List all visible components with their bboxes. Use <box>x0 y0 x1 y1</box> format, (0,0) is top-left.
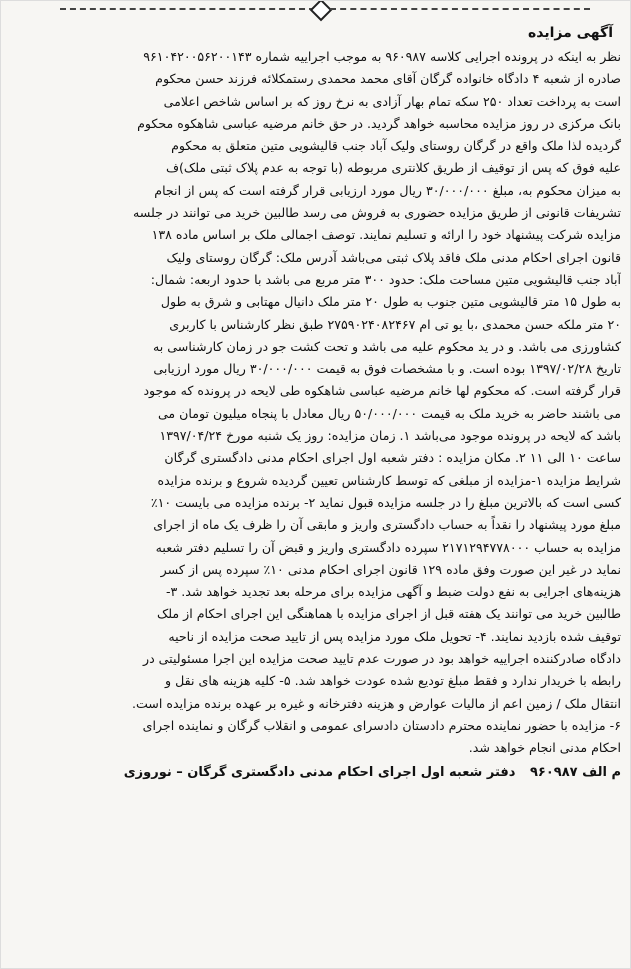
body-line: تاریخ ۱۳۹۷/۰۲/۲۸ بوده است. و با مشخصات فوق به قیمت ۳۰/۰۰۰/۰۰۰ ریال مورد ارزیابی <box>153 361 621 377</box>
body-line: ساعت ۱۰ الی ۱۱ ۲. مکان مزایده : دفتر شعبه اول اجرای احکام مدنی دادگستری گرگان <box>164 450 621 466</box>
body-line: احکام مدنی انجام خواهد شد. <box>468 740 621 756</box>
rule-left <box>60 8 315 10</box>
top-rule <box>0 0 631 14</box>
body-line: قرار گرفته است. که محکوم لها خانم مرضیه عباسی شاهکوه طی لایحه در پرونده که موجود <box>143 383 621 399</box>
body-line: مبلغ مورد پیشنهاد را نقداً به حساب دادگستری واریز و مابقی آن را ظرف یک ماه از اجرای <box>153 517 621 533</box>
body-line: کشاورزی می باشد. و در ید محکوم علیه می باشد و تحت کشت جو در زمان کارشناسی به <box>153 338 621 354</box>
body-line: تشریفات قانونی از طریق مزایده حضوری به فروش می رسد طالبین خرید می توانند در جلسه <box>133 205 621 221</box>
footer-code: م الف ۹۶۰۹۸۷ <box>529 764 621 780</box>
body-line: باشد که لایحه در پرونده موجود می‌باشد ۱. زمان مزایده: روز یک شنبه مورخ ۱۳۹۷/۰۴/۲۴ <box>159 428 621 444</box>
body-line: گردیده لذا ملک واقع در گرگان روستای ولیک آباد جنب قالیشویی متین متعلق به محکوم <box>171 138 621 154</box>
footer-office: دفتر شعبه اول اجرای احکام مدنی دادگستری گرگان – نوروزی <box>123 764 516 780</box>
body-line: آباد جنب قالیشویی متین مساحت ملک: حدود ۳۰۰ متر مربع می باشد با حدود اربعه: شمال: <box>150 271 621 287</box>
body-line: توقیف شده بازدید نمایند. ۴- تحویل ملک مورد مزایده پس از تایید صحت مزایده از ناحیه <box>168 628 621 644</box>
body-line: طالبین خرید می توانند یک هفته قبل از اجرای مزایده با هماهنگی این اجرای احکام از ملک <box>156 606 621 622</box>
notice-content <box>10 22 621 784</box>
notice-title: آگهی مزایده <box>527 25 613 41</box>
body-line: نظر به اینکه در پرونده اجرایی کلاسه ۹۶۰۹۸۷ به موجب اجراییه شماره ۹۶۱۰۴۲۰۰۵۶۲۰۰۱۴۳ <box>143 49 621 64</box>
body-line: هزینه‌های اجرایی به نفع دولت ضبط و آگهی مزایده برای مرحله بعد تجدید خواهد شد. ۳- <box>165 584 621 600</box>
body-line: به میزان محکوم به، مبلغ ۳۰/۰۰۰/۰۰۰ ریال مورد ارزیابی قرار گرفته است که پس از انجام <box>154 182 621 198</box>
body-line: ۲۰ متر ملکه حسن محمدی ،با یو تی ام ۲۷۵۹۰۲۴۰۸۲۴۶۷ طبق نظر کارشناس با کاربری <box>169 316 621 332</box>
body-line: مزایده به حساب ۲۱۷۱۲۹۴۷۷۸۰۰۰ سپرده دادگستری واریز و قبض آن را تسلیم دفتر شعبه <box>155 539 621 555</box>
notice-footer <box>10 762 621 784</box>
body-line: ۶- مزایده با حضور نماینده محترم دادستان دادسرای عمومی و انقلاب گرگان و نماینده اجرای <box>142 717 621 733</box>
body-line: است به پرداخت تعداد ۲۵۰ سکه تمام بهار آزادی به نرخ روز که بر اساس شاخص اعلامی <box>163 93 621 109</box>
body-line: می باشند حاضر به خرید ملک به قیمت ۵۰/۰۰۰/۰۰۰ ریال معادل با پنجاه میلیون تومان می <box>157 405 621 421</box>
body-line: انتقال ملک / زمین اعم از مالیات عوارض و هزینه دفترخانه و غیره بر عهده برنده مزایده است. <box>131 695 621 711</box>
body-line: صادره از شعبه ۴ دادگاه خانواده گرگان آقای محمد محمدی رستمکلائه فرزند حسن محکوم <box>155 71 621 87</box>
body-line: علیه فوق که پس از توقیف از طریق کلانتری مربوطه (با توجه به عدم پلاک ثبتی ملک)ف <box>165 160 621 176</box>
body-line: دادگاه صادرکننده اجراییه خواهد بود در صورت عدم تایید صحت مزایده این اجرا مسئولیتی در <box>142 651 621 667</box>
body-line: بانک مرکزی در روز مزایده محاسبه خواهد گردید. در حق خانم مرضیه عباسی شاهکوه محکوم <box>137 115 621 131</box>
body-line: به طول ۱۵ متر قالیشویی متین جنوب به طول ۲۰ متر ملک دانیال مهتابی و شرق به طول <box>160 294 621 310</box>
body-line: قانون اجرای احکام مدنی ملک فاقد پلاک ثبتی می‌باشد آدرس ملک: گرگان روستای ولیک <box>166 249 621 265</box>
body-line: نماید در غیر این صورت وفق ماده ۱۲۹ قانون اجرای احکام مدنی ۱۰٪ سپرده پس از کسر <box>160 561 621 577</box>
body-line: مزایده شرکت پیشنهاد خود را ارائه و تسلیم نمایند. توصف اجمالی ملک بر اساس ماده ۱۳۸ <box>151 227 621 243</box>
body-line: شرایط مزایده ۱-مزایده از مبلغی که توسط کارشناس تعیین گردیده شروع و برنده مزایده <box>157 472 621 488</box>
body-line: رابطه با خریدار ندارد و فقط مبلغ تودیع شده عودت خواهد شد. ۵- کلیه هزینه های نقل و <box>165 673 621 689</box>
notice-body <box>10 46 621 760</box>
body-line: کسی است که بالاترین مبلغ را در جلسه مزایده قبول نماید ۲- برنده مزایده می بایست ۱۰٪ <box>150 494 621 510</box>
diamond-ornament-icon <box>310 0 333 21</box>
rule-right <box>330 8 590 10</box>
